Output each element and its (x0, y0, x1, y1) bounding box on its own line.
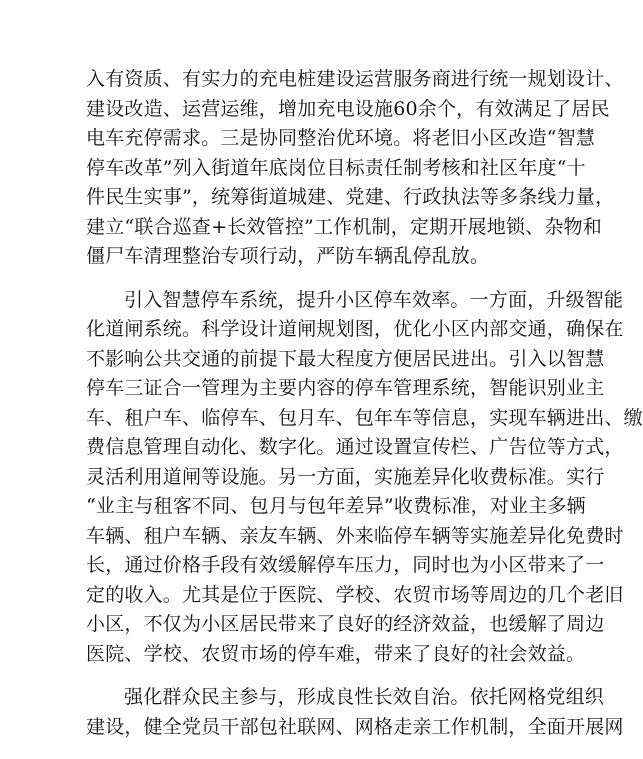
text-line: 强化群众民主参与，形成良性长效自治。依托网格党组织 (124, 686, 605, 708)
text-line: 停车三证合一管理为主要内容的停车管理系统，智能识别业主 (86, 377, 605, 399)
text-line: 小区，不仅为小区居民带来了良好的经济效益，也缓解了周边 (86, 613, 605, 635)
text-line: 化道闸系统。科学设计道闸规划图，优化小区内部交通，确保在 (86, 318, 624, 340)
text-line: 建设改造、运营运维，增加充电设施60余个，有效满足了居民 (86, 97, 610, 120)
text-line: 建立“联合巡查+长效管控”工作机制，定期开展地锁、杂物和 (86, 215, 602, 238)
text-line: 车、租户车、临停车、包月车、包年车等信息，实现车辆进出、缴 (86, 406, 643, 429)
text-line: 费信息管理自动化、数字化。通过设置宣传栏、广告位等方式， (86, 436, 624, 458)
text-line: 入有资质、有实力的充电桩建设运营服务商进行统一规划设计、 (86, 68, 624, 90)
paragraph-charging-and-environment (86, 65, 624, 272)
text-line: 车辆、租户车辆、亲友车辆、外来临停车辆等实施差异化免费时 (86, 524, 624, 547)
paragraph-smart-parking (86, 286, 643, 670)
text-line: 定的收入。尤其是位于医院、学校、农贸市场等周边的几个老旧 (86, 583, 624, 606)
text-line: “业主与租客不同、包月与包年差异”收费标准，对业主多辆 (86, 495, 586, 517)
paragraph-resident-participation (86, 683, 624, 742)
text-line: 灵活利用道闸等设施。另一方面，实施差异化收费标准。实行 (86, 465, 605, 488)
text-line: 不影响公共交通的前提下最大程度方便居民进出。引入以智慧 (86, 347, 605, 370)
text-line: 停车改革”列入街道年底岗位目标责任制考核和社区年度“十 (86, 156, 586, 179)
text-line: 件民生实事”，统筹街道城建、党建、行政执法等多条线力量， (86, 186, 615, 208)
text-line: 长，通过价格手段有效缓解停车压力，同时也为小区带来了一 (86, 554, 605, 576)
text-line: 引入智慧停车系统，提升小区停车效率。一方面，升级智能 (124, 288, 624, 311)
text-line: 僵尸车清理整治专项行动，严防车辆乱停乱放。 (86, 245, 490, 267)
text-line: 建设，健全党员干部包社联网、网格走亲工作机制，全面开展网 (86, 715, 624, 738)
text-line: 电车充停需求。三是协同整治优环境。将老旧小区改造“智慧 (86, 127, 596, 149)
text-line: 医院、学校、农贸市场的停车难，带来了良好的社会效益。 (86, 642, 586, 665)
